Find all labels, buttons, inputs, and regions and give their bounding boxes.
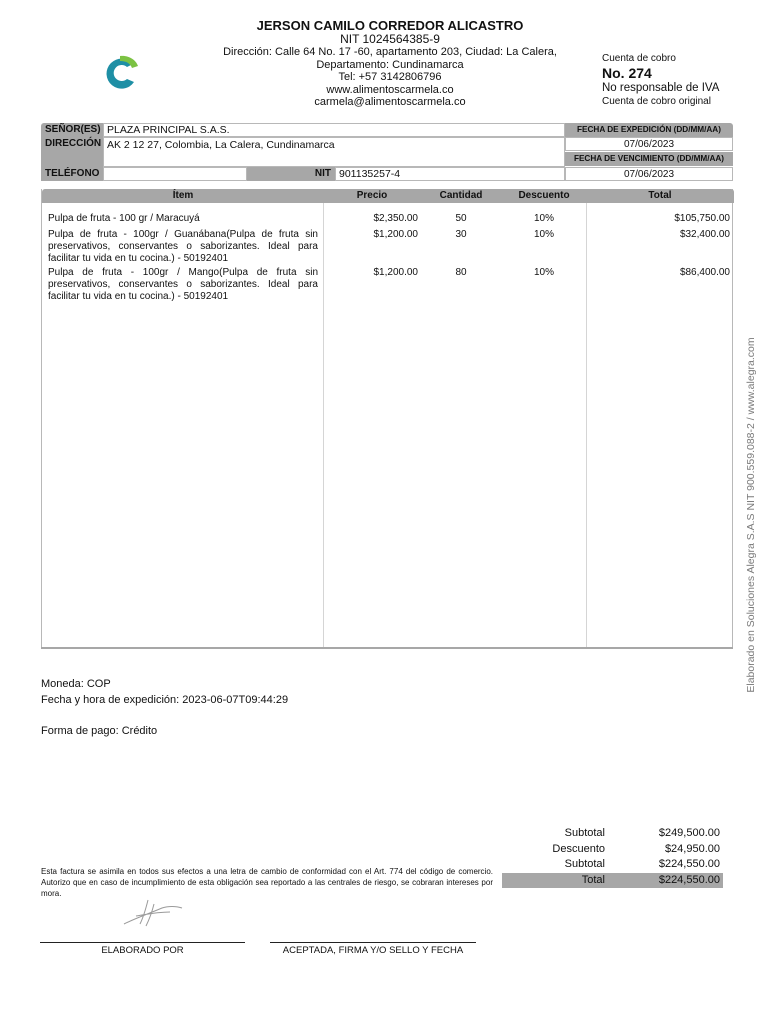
issuer-phone: Tel: +57 3142806796 [338,71,442,84]
telefono-value [103,167,247,181]
expedicion-label: FECHA DE EXPEDICIÓN (DD/MM/AA) [565,123,733,137]
totals-row [502,857,723,873]
header-total: Total [648,190,672,201]
row-quantity: 50 [455,213,467,224]
client-box [41,123,733,181]
row-price: $1,200.00 [373,267,418,278]
vencimiento-value: 07/06/2023 [623,169,675,180]
subtotal2-label: Subtotal [564,858,605,870]
direccion-label: DIRECCIÓN [41,137,103,167]
row-description: Pulpa de fruta - 100 gr / Maracuyá [48,213,200,224]
legal-text: Esta factura se asimila en todos sus efectos a una letra de cambio de conformidad con el Art. 774 del código de comercio. Autorizo que en caso de incumplimiento de esta obligación sea reportado a las centrales de riesgo, se cobraran intereses por mora. [41,867,493,898]
senores-label: SEÑOR(ES) [41,123,103,137]
expedicion-value: 07/06/2023 [623,139,675,150]
telefono-label: TELÉFONO [41,167,103,181]
issuer-website: www.alimentoscarmela.co [326,83,454,96]
descuento-value: $24,950.00 [664,842,720,855]
signature-scribble [118,894,188,930]
row-description: Pulpa de fruta - 100gr / Mango(Pulpa de fruta sin preservativos, conservantes o saborizantes. Ideal para facilitar tu vida en tu cocina.) - 50192401 [48,267,318,303]
issuer-name: JERSON CAMILO CORREDOR ALICASTRO [256,18,524,33]
row-total: $86,400.00 [679,267,730,278]
row-price: $2,350.00 [373,213,418,224]
total-label: Total [581,873,605,886]
side-vertical-note [742,330,760,700]
payment-method: Forma de pago: Crédito [41,725,158,737]
totals-block [502,826,723,888]
descuento-label: Descuento [552,842,605,855]
nit-value: 901135257-4 [339,168,401,180]
iva-note: No responsable de IVA [602,82,720,94]
row-discount: 10% [533,213,554,224]
elaborado-label: ELABORADO POR [101,945,184,956]
issue-datetime: Fecha y hora de expedición: 2023-06-07T09:44:29 [41,694,289,706]
column-divider [586,203,587,648]
row-quantity: 30 [455,229,467,240]
header-descuento: Descuento [518,190,570,201]
issuer-address-line1: Dirección: Calle 64 No. 17 -60, apartamento 203, Ciudad: La Calera, [223,46,557,58]
row-total: $105,750.00 [674,213,730,224]
grand-total-row [502,873,723,889]
side-note-text: Elaborado en Soluciones Alegra S.A.S NIT 900.559.088-2 / www.alegra.com [745,337,757,693]
row-quantity: 80 [455,267,467,278]
issuer-nit: NIT 1024564385-9 [340,32,440,46]
original-note: Cuenta de cobro original [602,96,711,107]
items-table-header [42,189,734,203]
carmela-logo-icon [100,52,142,94]
nit-label: NIT [247,167,335,181]
document-number: No. 274 [602,65,652,81]
subtotal-label: Subtotal [564,827,605,839]
subtotal2-value: $224,550.00 [658,858,720,870]
senores-value: PLAZA PRINCIPAL S.A.S. [107,124,230,136]
items-table [41,189,733,649]
total-value: $224,550.00 [658,873,720,886]
signature-line-elaborado [40,942,245,943]
row-discount: 10% [533,267,554,278]
subtotal-value: $249,500.00 [658,827,720,839]
signature-line-aceptada [270,942,476,943]
row-price: $1,200.00 [373,229,418,240]
issuer-email: carmela@alimentoscarmela.co [314,96,466,109]
header-item: Ítem [172,190,194,201]
currency: Moneda: COP [41,678,111,690]
aceptada-label: ACEPTADA, FIRMA Y/O SELLO Y FECHA [282,945,464,956]
issuer-header [160,18,620,109]
document-info [602,52,719,108]
vencimiento-label: FECHA DE VENCIMIENTO (DD/MM/AA) [565,152,733,166]
totals-row [502,842,723,858]
row-discount: 10% [533,229,554,240]
document-type: Cuenta de cobro [602,53,676,64]
row-total: $32,400.00 [679,229,730,240]
header-precio: Precio [356,190,388,201]
header-cantidad: Cantidad [439,190,483,201]
row-description: Pulpa de fruta - 100gr / Guanábana(Pulpa de fruta sin preservativos, conservantes o saborizantes. Ideal para facilitar tu vida en tu cocina.) - 50192401 [48,229,318,265]
items-table-bottom-bar [41,647,733,649]
totals-row [502,826,723,842]
issuer-address-line2: Departamento: Cundinamarca [316,58,464,71]
direccion-value: AK 2 12 27, Colombia, La Calera, Cundinamarca [107,139,335,151]
